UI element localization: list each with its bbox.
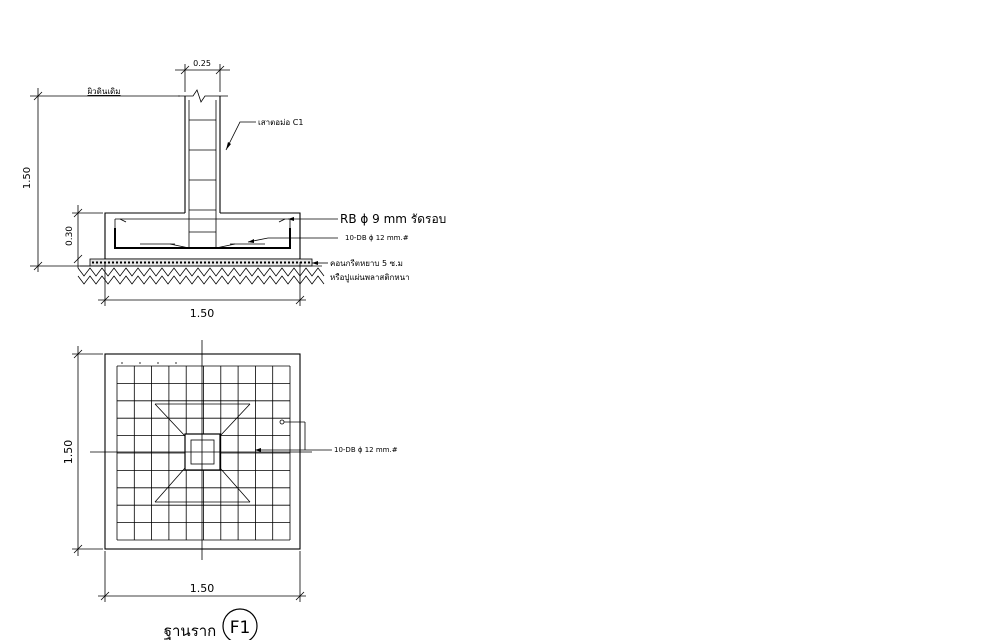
section-height-dim: 1.50	[22, 166, 33, 190]
plan-rebar-leader	[255, 420, 398, 454]
dimension-footing-thickness	[65, 205, 103, 268]
plan-height-dim: 1.50	[62, 439, 75, 465]
footing-title: ฐานราก	[163, 622, 217, 640]
section-rebar-label: 10-DB ϕ 12 mm.#	[345, 234, 409, 242]
footing-title-block	[164, 609, 257, 640]
footing-thickness-dim: 0.30	[65, 225, 75, 247]
footing-tag: F1	[229, 618, 251, 638]
plan-top-ticks	[122, 362, 176, 364]
plan-width-dim: 1.50	[189, 582, 215, 595]
lean-concrete-layer	[90, 259, 312, 266]
stirrup-label: RB ϕ 9 mm รัดรอบ	[340, 212, 447, 226]
soil-hatch	[78, 266, 324, 284]
lean-concrete-label-2: หรือปูแผ่นพลาสติกหนา	[330, 273, 410, 282]
dimension-plan-height	[62, 346, 103, 556]
footing-rebar	[115, 219, 290, 248]
footing-outline	[105, 213, 300, 259]
lean-concrete-label-1: คอนกรีตหยาบ 5 ซ.ม	[330, 259, 403, 268]
plan-rebar-label: 10-DB ϕ 12 mm.#	[334, 446, 398, 454]
ground-level-label: ผิวดินเดิม	[87, 87, 121, 96]
section-view	[22, 59, 446, 320]
dimension-section-width	[98, 262, 306, 320]
column-outline	[178, 90, 228, 213]
plan-view	[62, 340, 398, 602]
dimension-column-width	[175, 59, 230, 92]
column-label: เสาตอม่อ C1	[258, 118, 304, 127]
section-leaders	[226, 118, 446, 283]
section-width-dim: 1.50	[189, 307, 215, 320]
column-rebar	[189, 100, 216, 248]
column-width-dim: 0.25	[193, 59, 211, 68]
